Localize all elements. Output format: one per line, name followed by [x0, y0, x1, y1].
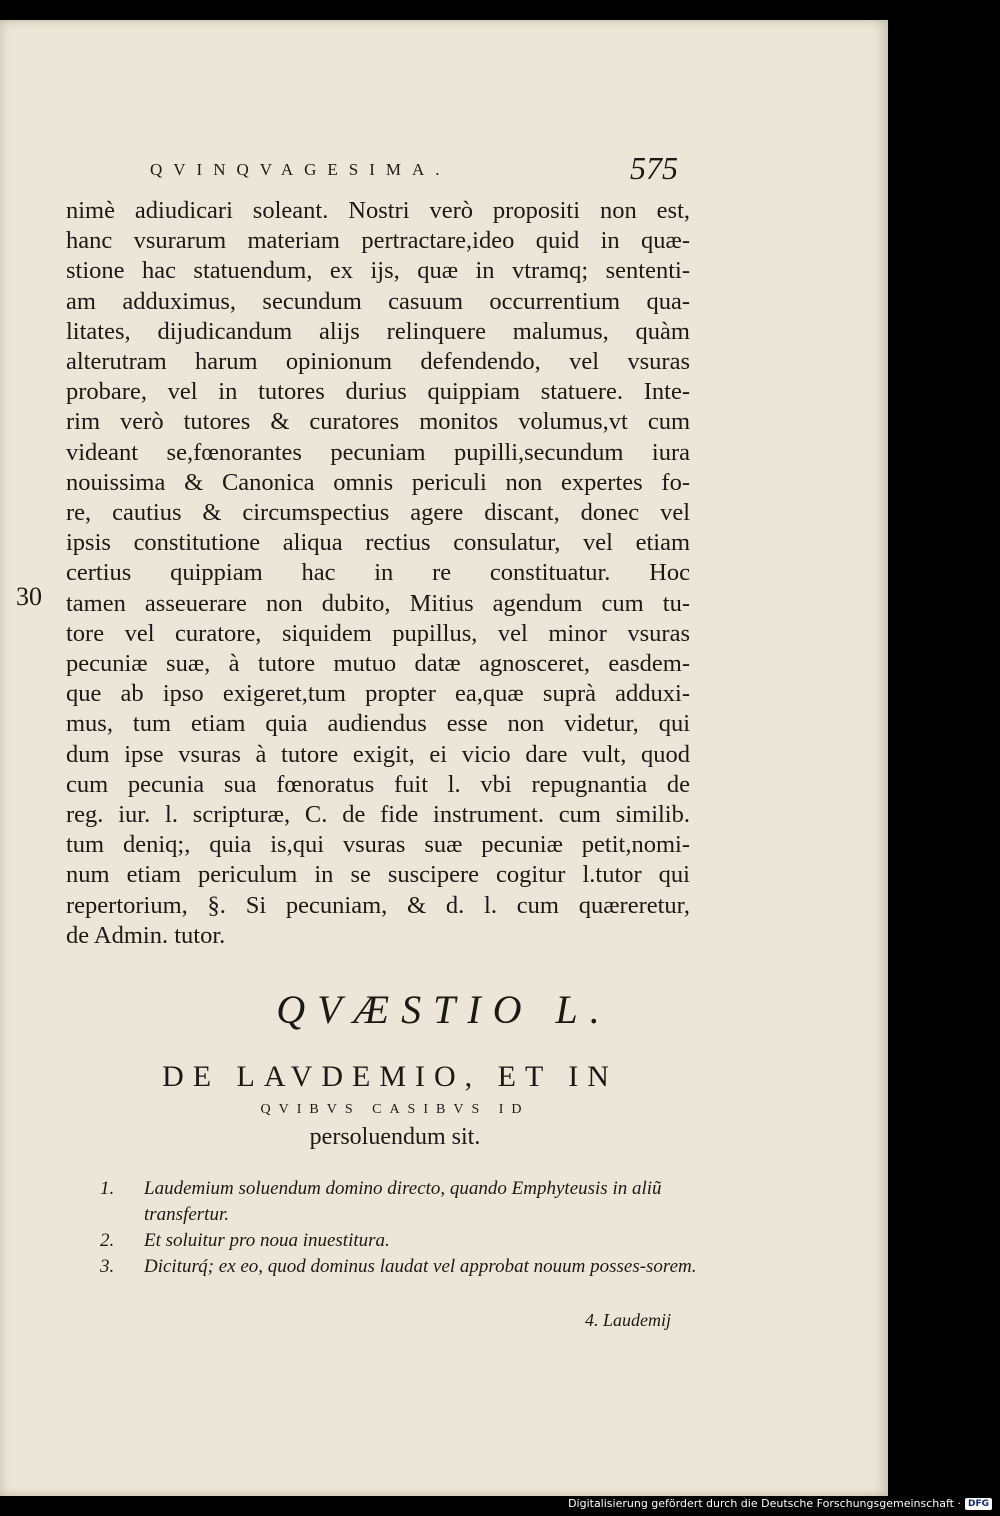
summary-number: 3. [100, 1256, 115, 1277]
body-line: cum pecunia sua fœnoratus fuit l. vbi repugnantia de [66, 770, 690, 798]
body-line: stione hac statuendum, ex ijs, quæ in vtramq; sententi- [66, 257, 690, 285]
running-head: QVINQVAGESIMA. [150, 160, 451, 179]
summary-list [100, 1176, 700, 1280]
body-line: nimè adiudicari soleant. Nostri verò propositi non est, [66, 197, 690, 224]
body-line: litates, dijudicandum alijs relinquere malumus, quàm [66, 317, 690, 345]
page-number: 575 [630, 150, 678, 186]
summary-item [100, 1176, 700, 1228]
body-line: de Admin. tutor. [66, 921, 226, 949]
body-line: tamen asseuerare non dubito, Mitius agendum cum tu- [66, 589, 690, 617]
body-line: repertorium, §. Si pecuniam, & d. l. cum quæreretur, [66, 891, 690, 919]
body-line: tum deniq;, quia is,qui vsuras suæ pecuniæ petit,nomi- [66, 831, 690, 859]
question-heading: DE LAVDEMIO, ET IN [162, 1060, 618, 1093]
body-line: certius quippiam hac in re constituatur. Hoc [66, 559, 690, 587]
question-title: QVÆSTIO L. [276, 987, 612, 1032]
summary-text: Laudemium soluendum domino directo, quando Emphyteusis in aliũ transfertur. [144, 1178, 662, 1225]
book-page [0, 20, 888, 1496]
digitization-footer [568, 1497, 992, 1510]
margin-line-number: 30 [16, 582, 42, 611]
body-line: am adduximus, secundum casuum occurrentium qua- [66, 287, 690, 315]
body-line: dum ipse vsuras à tutore exigit, ei vicio dare vult, quod [66, 740, 690, 768]
body-line: ipsis constitutione aliqua rectius consulatur, vel etiam [66, 529, 690, 557]
body-line: rim verò tutores & curatores monitos volumus,vt cum [66, 408, 690, 436]
body-line: hanc vsurarum materiam pertractare,ideo quid in quæ- [66, 227, 690, 255]
summary-number: 1. [100, 1178, 115, 1199]
body-line: videant se,fœnorantes pecuniam pupilli,secundum iura [66, 438, 690, 466]
footer-credit: Digitalisierung gefördert durch die Deutsche Forschungsgemeinschaft · [568, 1497, 961, 1510]
body-line: nouissima & Canonica omnis periculi non expertes fo- [66, 468, 690, 496]
body-line: probare, vel in tutores durius quippiam statuere. Inte- [66, 378, 690, 406]
summary-item [100, 1254, 700, 1280]
body-line: alterutram harum opinionum defendendo, vel vsuras [66, 348, 690, 376]
body-line: reg. iur. l. scripturæ, C. de fide instrument. cum similib. [66, 801, 690, 829]
body-text [66, 196, 690, 951]
summary-text: Et soluitur pro noua inuestitura. [144, 1230, 390, 1251]
body-line: tore vel curatore, siquidem pupillus, vel minor vsuras [66, 619, 690, 647]
catchword: 4. Laudemij [585, 1310, 672, 1330]
body-line: que ab ipso exigeret,tum propter ea,quæ suprà adduxi- [66, 680, 690, 708]
body-line: re, cautius & circumspectius agere discant, donec vel [66, 499, 690, 527]
question-subheading: QVIBVS CASIBVS ID [260, 1102, 530, 1117]
body-line: mus, tum etiam quia audiendus esse non videtur, qui [66, 710, 690, 738]
body-line: pecuniæ suæ, à tutore mutuo datæ agnosceret, easdem- [66, 650, 690, 678]
summary-text: Diciturq́; ex eo, quod dominus laudat vel approbat nouum posses-sorem. [144, 1256, 697, 1277]
question-subheading-2: persoluendum sit. [309, 1124, 481, 1150]
dfg-logo: DFG [965, 1498, 992, 1510]
summary-item [100, 1228, 700, 1254]
summary-number: 2. [100, 1230, 115, 1251]
body-line: num etiam periculum in se suscipere cogitur l.tutor qui [66, 861, 690, 889]
